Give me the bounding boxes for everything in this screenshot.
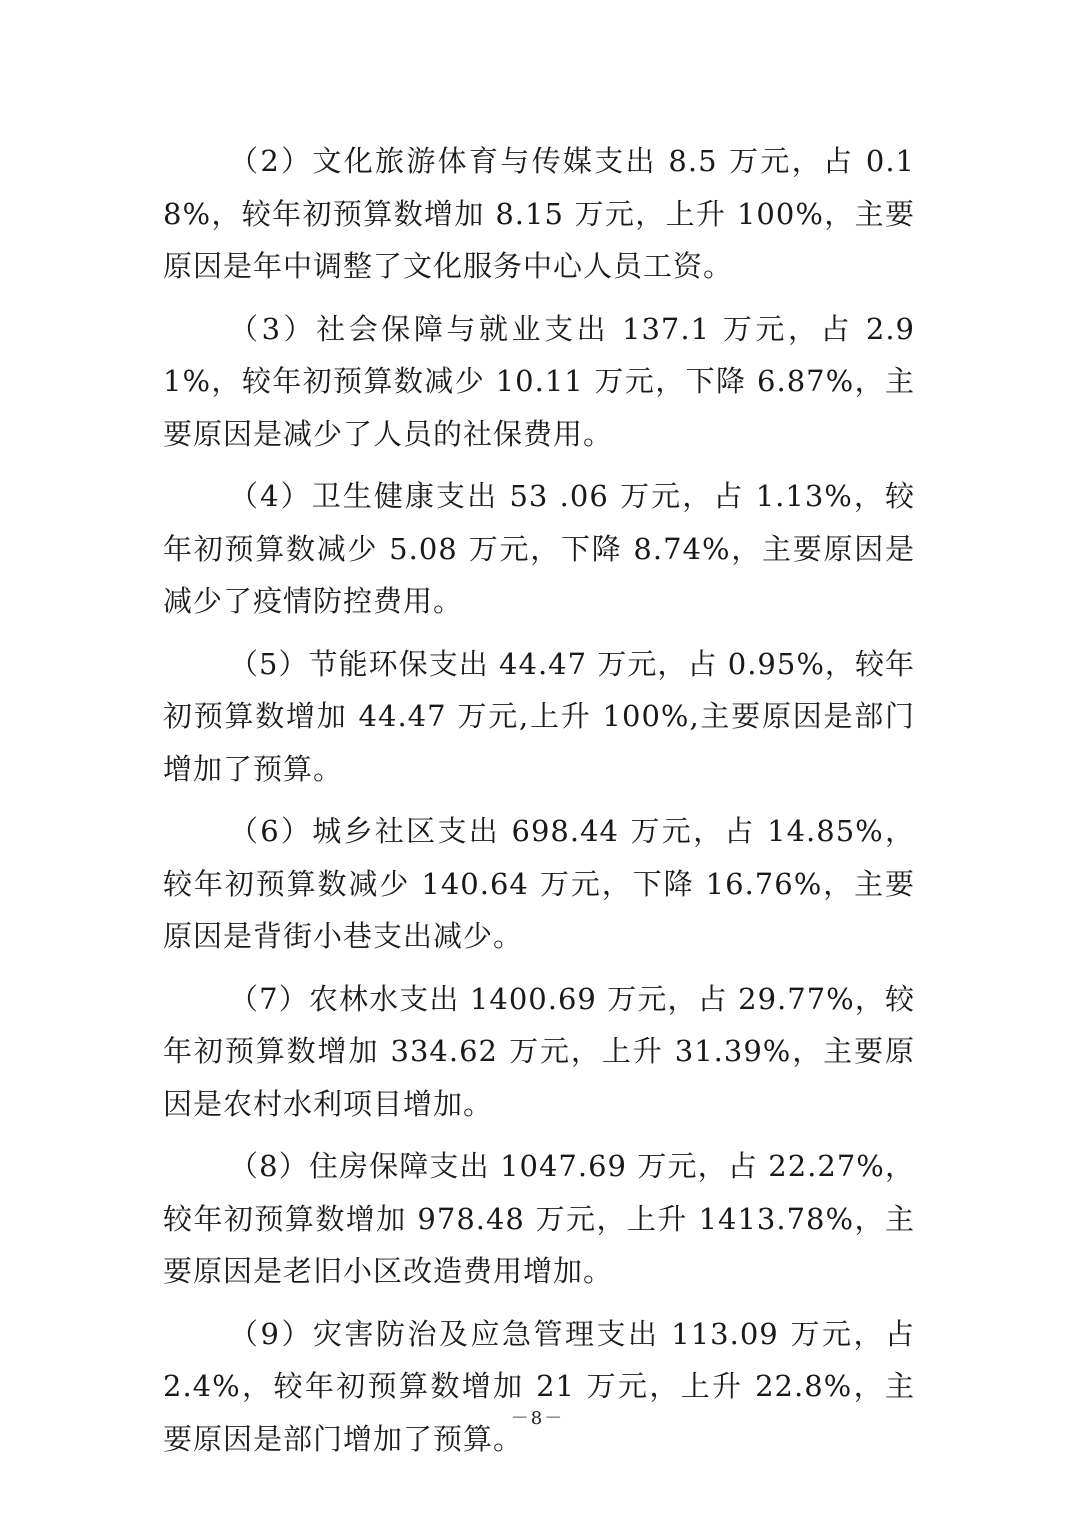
document-body xyxy=(163,135,915,1475)
paragraph-item-4: （4）卫生健康支出 53 .06 万元，占 1.13%，较年初预算数减少 5.08 万元，下降 8.74%，主要原因是减少了疫情防控费用。 xyxy=(163,479,915,618)
paragraph-item-7: （7）农林水支出 1400.69 万元，占 29.77%，较年初预算数增加 334.62 万元，上升 31.39%，主要原因是农村水利项目增加。 xyxy=(163,981,915,1121)
paragraph-item-6: （6）城乡社区支出 698.44 万元，占 14.85%，较年初预算数减少 140.64 万元，下降 16.76%，主要原因是背街小巷支出减少。 xyxy=(163,814,915,953)
paragraph-item-3: （3）社会保障与就业支出 137.1 万元，占 2.91%，较年初预算数减少 10.11 万元，下降 6.87%，主要原因是减少了人员的社保费用。 xyxy=(163,311,915,451)
paragraph-item-8: （8）住房保障支出 1047.69 万元，占 22.27%，较年初预算数增加 978.48 万元，上升 1413.78%，主要原因是老旧小区改造费用增加。 xyxy=(163,1149,915,1288)
paragraph-item-9: （9）灾害防治及应急管理支出 113.09 万元，占 2.4%，较年初预算数增加 21 万元，上升 22.8%，主要原因是部门增加了预算。 xyxy=(163,1316,915,1456)
paragraph-item-5: （5）节能环保支出 44.47 万元，占 0.95%，较年初预算数增加 44.47 万元,上升 100%,主要原因是部门增加了预算。 xyxy=(163,646,915,786)
paragraph-item-2: （2）文化旅游体育与传媒支出 8.5 万元，占 0.18%，较年初预算数增加 8.15 万元，上升 100%，主要原因是年中调整了文化服务中心人员工资。 xyxy=(163,144,915,283)
page-number: －8－ xyxy=(510,1408,565,1429)
